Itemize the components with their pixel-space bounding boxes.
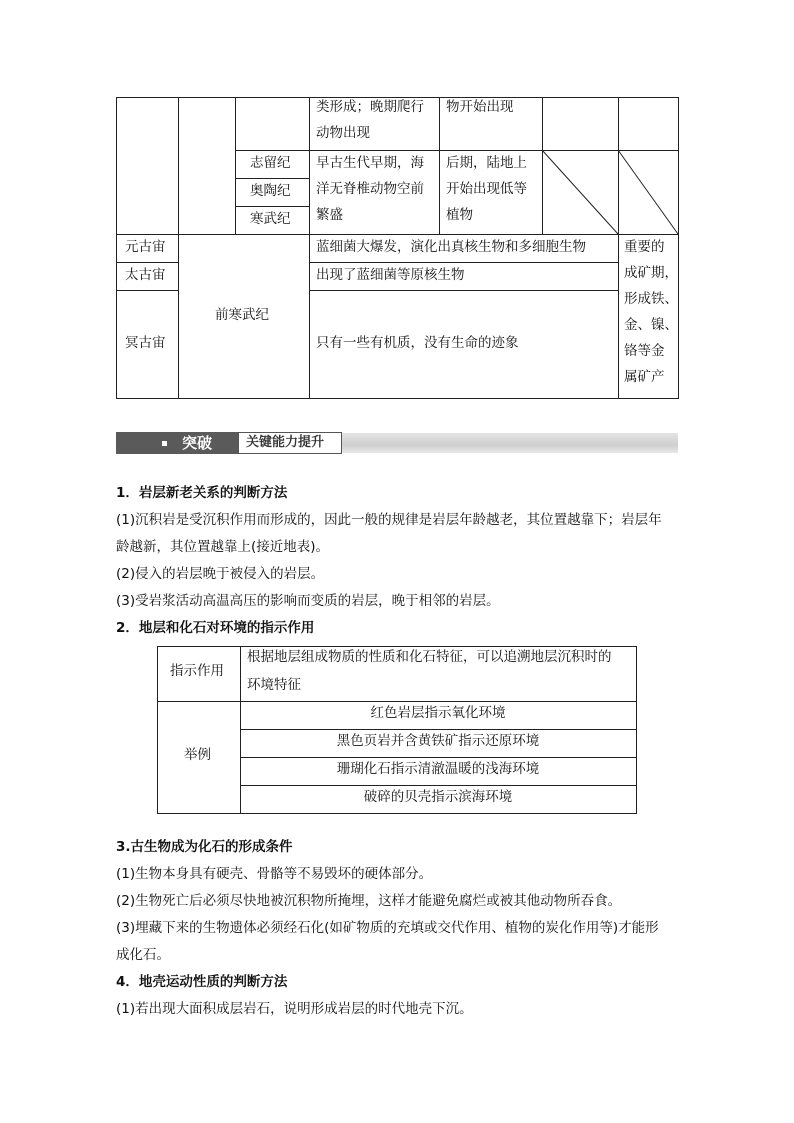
table-rule [240, 785, 636, 786]
minerals-text: 属矿产 [624, 369, 665, 385]
minerals-text: 铬等金 [624, 343, 665, 359]
minerals-text: 金、镍、 [624, 317, 678, 333]
table-cell-text: 出现了蓝细菌等原核生物 [316, 267, 465, 283]
banner-tag-text: 突破 [182, 434, 213, 452]
example-item: 黑色页岩并含黄铁矿指示还原环境 [336, 733, 540, 749]
section-1-title: 1．岩层新老关系的判断方法 [116, 485, 288, 501]
table-rule [240, 729, 636, 730]
examples-label: 举例 [184, 747, 211, 763]
section-2-title: 2．地层和化石对环境的指示作用 [116, 620, 315, 636]
eon-hadean: 冥古宙 [125, 335, 166, 351]
banner-tag [116, 432, 238, 454]
table-cell-text: 蓝细菌大爆发，演化出真核生物和多细胞生物 [316, 239, 586, 255]
example-item: 红色岩层指示氧化环境 [370, 705, 506, 721]
section-4-paragraph: (1)若出现大面积成层岩石，说明形成岩层的时代地壳下沉。 [116, 1001, 473, 1017]
precambrian-label: 前寒武纪 [215, 307, 269, 323]
table-cell-text: 繁盛 [316, 207, 343, 223]
period-silurian: 志留纪 [250, 155, 291, 171]
table-cell-text: 类形成；晚期爬行 [316, 99, 424, 115]
empty-cell-diagonals [0, 0, 794, 420]
eon-archean: 太古宙 [125, 267, 166, 283]
table-cell-text: 只有一些有机质，没有生命的迹象 [316, 335, 519, 351]
minerals-text: 形成铁、 [624, 291, 678, 307]
table-border-bottom [157, 813, 636, 814]
section-1-paragraph: (3)受岩浆活动高温高压的影响而变质的岩层，晚于相邻的岩层。 [116, 593, 500, 609]
section-3-paragraph: (1)生物本身具有硬壳、骨骼等不易毁坏的硬体部分。 [116, 866, 433, 882]
table-cell-text: 开始出现低等 [446, 181, 527, 197]
eon-proterozoic: 元古宙 [125, 239, 166, 255]
period-cambrian: 寒武纪 [250, 211, 291, 227]
indicator-description: 环境特征 [247, 677, 301, 693]
table-cell-text: 植物 [446, 207, 473, 223]
example-item: 破碎的贝壳指示滨海环境 [363, 789, 513, 805]
minerals-text: 重要的 [624, 239, 665, 255]
section-3-title: 3.古生物成为化石的形成条件 [116, 839, 293, 855]
table-border-right [636, 646, 637, 814]
indicator-description: 根据地层组成物质的性质和化石特征，可以追溯地层沉积时的 [247, 649, 612, 665]
table-border-top [157, 646, 636, 647]
table-cell-text: 动物出现 [316, 125, 370, 141]
section-1-paragraph: (1)沉积岩是受沉积作用而形成的，因此一般的规律是岩层年龄越老，其位置越靠下；岩层年 [116, 512, 662, 528]
example-item: 珊瑚化石指示清澈温暖的浅海环境 [336, 761, 540, 777]
table-rule [240, 757, 636, 758]
table-cell-text: 后期，陆地上 [446, 155, 527, 171]
section-3-paragraph: (3)埋藏下来的生物遗体必须经石化(如矿物质的充填或交代作用、植物的炭化作用等)才能形 [116, 920, 659, 936]
banner-subtitle: 关键能力提升 [246, 435, 325, 450]
indicator-label: 指示作用 [170, 663, 224, 679]
minerals-text: 成矿期， [624, 265, 678, 281]
section-4-title: 4．地壳运动性质的判断方法 [116, 974, 288, 990]
section-3-paragraph: (2)生物死亡后必须尽快地被沉积物所掩埋，这样才能避免腐烂或被其他动物所吞食。 [116, 893, 622, 909]
table-border-left [157, 646, 158, 814]
section-1-paragraph: (2)侵入的岩层晚于被侵入的岩层。 [116, 566, 325, 582]
section-banner [116, 422, 678, 462]
section-1-paragraph: 龄越新，其位置越靠上(接近地表)。 [116, 539, 330, 555]
table-cell-text: 早古生代早期，海 [316, 155, 424, 171]
table-cell-text: 洋无脊椎动物空前 [316, 181, 424, 197]
bullet-square-icon [162, 441, 167, 446]
table-cell-text: 物开始出现 [446, 99, 514, 115]
table-rule [157, 701, 636, 702]
section-3-paragraph: 成化石。 [116, 947, 170, 963]
period-ordovician: 奥陶纪 [250, 183, 291, 199]
